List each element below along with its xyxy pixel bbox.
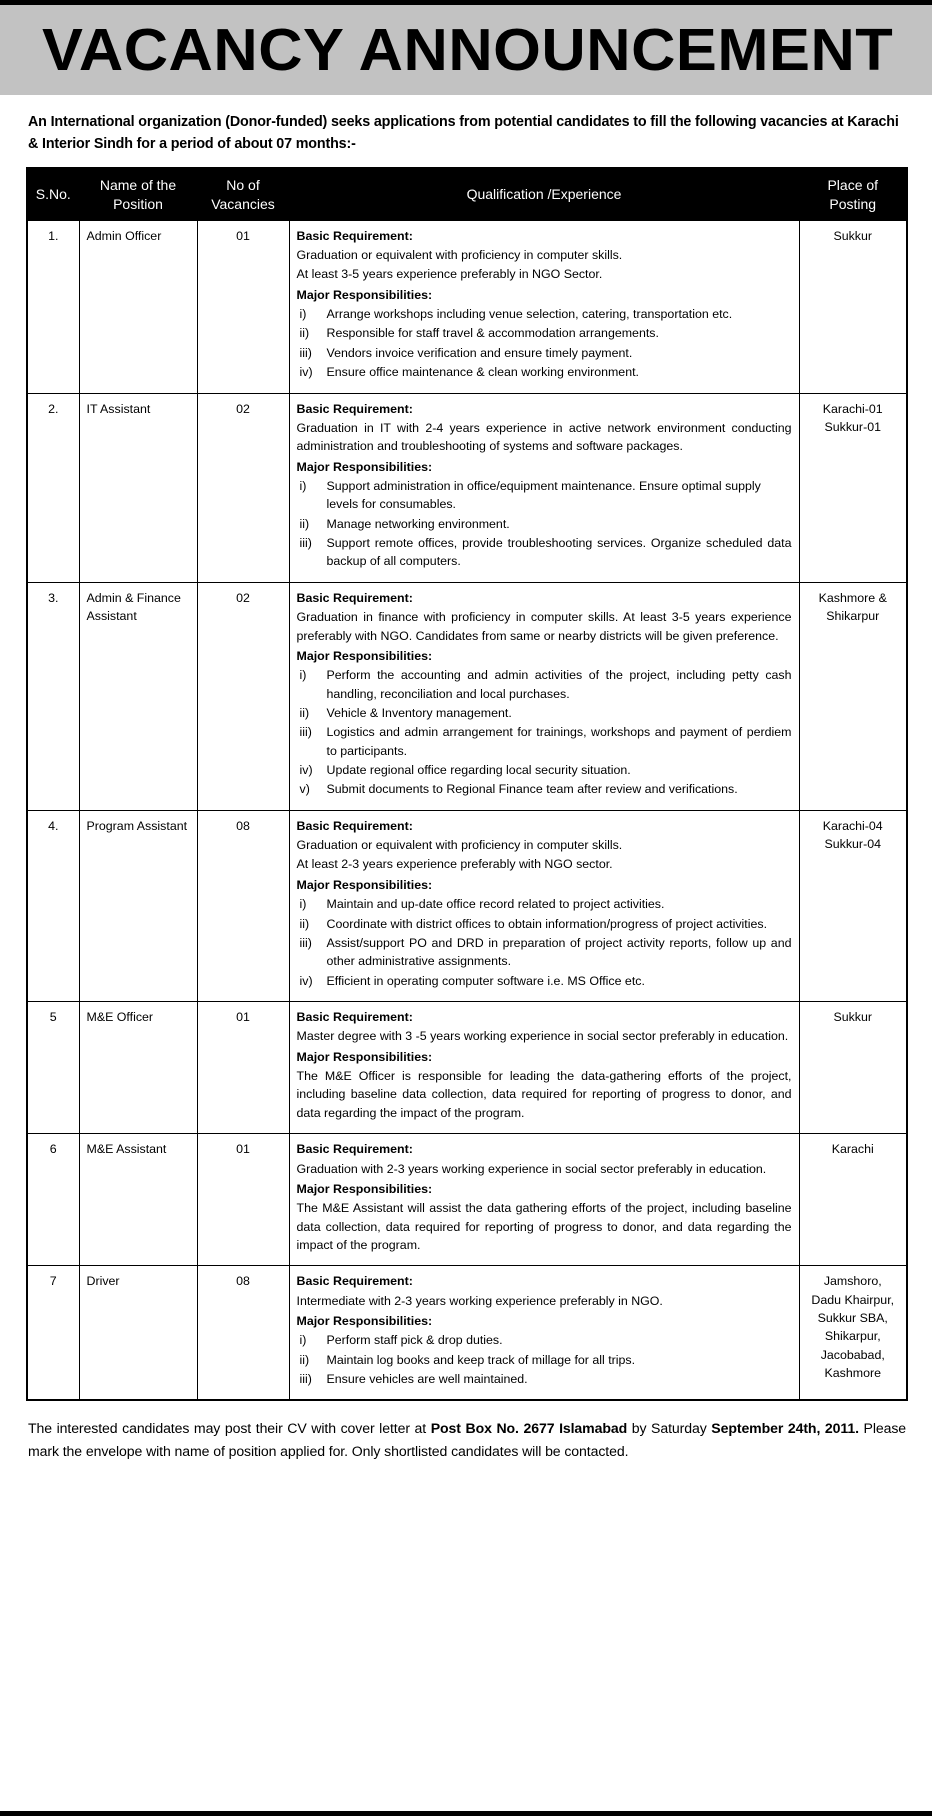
table-body xyxy=(27,220,907,1400)
list-item-marker: iii) xyxy=(299,935,312,950)
basic-requirement-text: Graduation or equivalent with proficiency in computer skills. xyxy=(296,838,623,853)
column-header-vacancies: No of Vacancies xyxy=(197,168,289,220)
table-row xyxy=(27,1266,907,1401)
list-item xyxy=(297,1351,792,1369)
list-item xyxy=(297,780,792,798)
list-item xyxy=(297,934,792,971)
cell-vacancies: 08 xyxy=(197,1266,289,1401)
basic-requirement-text: Graduation in IT with 2-4 years experience in active network environment conducting administration and troubleshooting of systems and software packages. xyxy=(296,420,792,454)
major-responsibilities-label: Major Responsibilities: xyxy=(296,1049,433,1064)
list-item-marker: i) xyxy=(299,307,307,322)
cell-place-of-posting: Sukkur xyxy=(799,220,907,393)
footer-postbox-address: Post Box No. 2677 Islamabad xyxy=(430,1420,628,1437)
list-item-marker: ii) xyxy=(299,516,310,531)
table-row xyxy=(27,582,907,810)
major-responsibilities-label: Major Responsibilities: xyxy=(296,877,433,892)
responsibilities-list xyxy=(297,895,792,990)
list-item-marker: ii) xyxy=(299,1352,310,1367)
list-item-marker: iii) xyxy=(299,725,312,740)
list-item-text: Maintain and up-date office record related to project activities. xyxy=(326,897,665,912)
list-item-marker: iv) xyxy=(299,973,313,988)
list-item-marker: iii) xyxy=(299,345,312,360)
list-item xyxy=(297,895,792,913)
basic-requirement-label: Basic Requirement: xyxy=(296,1274,413,1289)
cell-position: Program Assistant xyxy=(79,810,197,1001)
basic-requirement-text: Graduation with 2-3 years working experience in social sector preferably in education. xyxy=(296,1161,767,1176)
cell-vacancies: 02 xyxy=(197,582,289,810)
list-item-text: Vehicle & Inventory management. xyxy=(326,705,512,720)
list-item-marker: ii) xyxy=(299,916,310,931)
list-item-text: Logistics and admin arrangement for trainings, workshops and payment of perdiem to participants. xyxy=(326,725,792,758)
list-item-text: Manage networking environment. xyxy=(326,516,510,531)
list-item xyxy=(297,515,792,533)
footer-text-part2: by Saturday xyxy=(627,1420,712,1437)
responsibilities-list xyxy=(297,1331,792,1388)
major-responsibilities-label: Major Responsibilities: xyxy=(296,287,433,302)
footer-instructions xyxy=(0,1401,932,1474)
footer-text-part3: Please mark the envelope with name of position applied for. Only shortlisted candidates will be contacted. xyxy=(28,1420,907,1459)
table-row xyxy=(27,810,907,1001)
cell-position: Admin Officer xyxy=(79,220,197,393)
major-responsibilities-label: Major Responsibilities: xyxy=(296,1314,433,1329)
footer-text-part1: The interested candidates may post their CV with cover letter at xyxy=(28,1420,431,1437)
column-header-place: Place of Posting xyxy=(799,168,907,220)
basic-requirement-text: Intermediate with 2-3 years working experience preferably in NGO. xyxy=(296,1293,663,1308)
list-item xyxy=(297,1370,792,1388)
responsibilities-list xyxy=(297,666,792,799)
cell-sno: 3. xyxy=(27,582,79,810)
list-item-marker: iv) xyxy=(299,365,313,380)
cell-vacancies: 01 xyxy=(197,1001,289,1133)
list-item-text: Support administration in office/equipment maintenance. Ensure optimal supply levels for consumables. xyxy=(326,479,761,512)
list-item-text: Efficient in operating computer software i.e. MS Office etc. xyxy=(326,973,645,988)
basic-requirement-label: Basic Requirement: xyxy=(296,818,413,833)
basic-requirement-label: Basic Requirement: xyxy=(296,401,413,416)
list-item-marker: i) xyxy=(299,1333,307,1348)
cell-position: IT Assistant xyxy=(79,393,197,582)
cell-sno: 4. xyxy=(27,810,79,1001)
list-item-text: Submit documents to Regional Finance team after review and verifications. xyxy=(326,782,738,797)
list-item-text: Coordinate with district offices to obtain information/progress of project activities. xyxy=(326,916,768,931)
list-item-text: Perform staff pick & drop duties. xyxy=(326,1333,503,1348)
column-header-sno: S.No. xyxy=(27,168,79,220)
cell-sno: 1. xyxy=(27,220,79,393)
list-item xyxy=(297,761,792,779)
list-item xyxy=(297,363,792,381)
list-item-marker: i) xyxy=(299,897,307,912)
cell-qualification xyxy=(289,220,799,393)
cell-place-of-posting: Kashmore & Shikarpur xyxy=(799,582,907,810)
cell-qualification xyxy=(289,1001,799,1133)
cell-place-of-posting: Sukkur xyxy=(799,1001,907,1133)
table-header-row xyxy=(27,168,907,220)
list-item xyxy=(297,972,792,990)
page-title: VACANCY ANNOUNCEMENT xyxy=(42,16,894,83)
basic-requirement-text: Graduation in finance with proficiency in computer skills. At least 3-5 years experience preferably with NGO. Candidates from same or nearby districts will be given preference. xyxy=(296,610,792,643)
cell-qualification xyxy=(289,582,799,810)
cell-position: M&E Assistant xyxy=(79,1134,197,1266)
cell-qualification xyxy=(289,1134,799,1266)
list-item xyxy=(297,1331,792,1349)
list-item-text: Perform the accounting and admin activities of the project, including petty cash handling, reconciliation and local purchases. xyxy=(326,668,792,701)
column-header-position: Name of the Position xyxy=(79,168,197,220)
basic-requirement-label: Basic Requirement: xyxy=(296,1142,413,1157)
basic-requirement-text: At least 3-5 years experience preferably in NGO Sector. xyxy=(296,267,603,282)
cell-place-of-posting: Karachi xyxy=(799,1134,907,1266)
list-item-marker: i) xyxy=(299,479,307,493)
vacancy-table xyxy=(26,167,908,1401)
cell-vacancies: 02 xyxy=(197,393,289,582)
cell-sno: 5 xyxy=(27,1001,79,1133)
cell-sno: 6 xyxy=(27,1134,79,1266)
list-item xyxy=(297,915,792,933)
major-responsibilities-label: Major Responsibilities: xyxy=(296,459,433,474)
footer-deadline-date: September 24th, 2011. xyxy=(711,1420,859,1437)
list-item-marker: ii) xyxy=(299,326,310,341)
list-item xyxy=(297,324,792,342)
list-item xyxy=(297,534,792,571)
cell-place-of-posting: Karachi-04 Sukkur-04 xyxy=(799,810,907,1001)
vacancy-table-wrapper xyxy=(0,167,932,1401)
column-header-qualification: Qualification /Experience xyxy=(289,168,799,220)
cell-place-of-posting: Jamshoro, Dadu Khairpur, Sukkur SBA, Shikarpur, Jacobabad, Kashmore xyxy=(799,1266,907,1401)
table-header xyxy=(27,168,907,220)
list-item-text: Assist/support PO and DRD in preparation of project activity reports, follow up and other administrative assignments. xyxy=(326,935,792,969)
cell-position: M&E Officer xyxy=(79,1001,197,1133)
intro-paragraph: An International organization (Donor-funded) seeks applications from potential candidates to fill the following vacancies at Karachi & Interior Sindh for a period of about 07 months:- xyxy=(28,114,899,153)
basic-requirement-label: Basic Requirement: xyxy=(296,1009,413,1024)
cell-position: Admin & Finance Assistant xyxy=(79,582,197,810)
list-item-marker: i) xyxy=(299,668,307,683)
cell-sno: 2. xyxy=(27,393,79,582)
list-item-marker: iii) xyxy=(299,1372,312,1387)
responsibilities-paragraph: The M&E Officer is responsible for leading the data-gathering efforts of the project, including baseline data collection, data required for reporting of progress to donor, and data regarding the impact of the program. xyxy=(296,1069,792,1120)
table-row xyxy=(27,1001,907,1133)
list-item-text: Ensure office maintenance & clean working environment. xyxy=(326,365,639,380)
basic-requirement-text: At least 2-3 years experience preferably with NGO sector. xyxy=(296,857,613,872)
list-item-text: Support remote offices, provide troubleshooting services. Organize scheduled data backup of all computers. xyxy=(326,536,792,569)
basic-requirement-label: Basic Requirement: xyxy=(296,228,413,243)
cell-vacancies: 01 xyxy=(197,1134,289,1266)
table-row xyxy=(27,220,907,393)
table-row xyxy=(27,393,907,582)
cell-vacancies: 08 xyxy=(197,810,289,1001)
basic-requirement-label: Basic Requirement: xyxy=(296,590,413,605)
cell-sno: 7 xyxy=(27,1266,79,1401)
list-item-marker: ii) xyxy=(299,705,310,720)
list-item-text: Ensure vehicles are well maintained. xyxy=(326,1372,528,1387)
list-item-marker: iii) xyxy=(299,536,312,551)
cell-vacancies: 01 xyxy=(197,220,289,393)
responsibilities-list xyxy=(297,477,792,571)
basic-requirement-text: Graduation or equivalent with proficiency in computer skills. xyxy=(296,248,623,263)
responsibilities-list xyxy=(297,305,792,381)
cell-qualification xyxy=(289,810,799,1001)
cell-place-of-posting: Karachi-01 Sukkur-01 xyxy=(799,393,907,582)
major-responsibilities-label: Major Responsibilities: xyxy=(296,1181,433,1196)
basic-requirement-text: Master degree with 3 -5 years working experience in social sector preferably in education. xyxy=(296,1029,789,1044)
list-item xyxy=(297,704,792,722)
list-item-text: Update regional office regarding local security situation. xyxy=(326,763,631,778)
list-item-text: Responsible for staff travel & accommodation arrangements. xyxy=(326,326,659,341)
cell-qualification xyxy=(289,393,799,582)
list-item xyxy=(297,305,792,323)
list-item-marker: iv) xyxy=(299,763,313,778)
responsibilities-paragraph: The M&E Assistant will assist the data gathering efforts of the project, including baseline data collection, data required for reporting of progress to donor, and data regarding the impact of the program. xyxy=(296,1201,792,1252)
list-item xyxy=(297,723,792,760)
cell-qualification xyxy=(289,1266,799,1401)
list-item-text: Vendors invoice verification and ensure timely payment. xyxy=(326,345,633,360)
list-item xyxy=(297,477,792,514)
table-row xyxy=(27,1134,907,1266)
banner xyxy=(0,5,932,95)
list-item-text: Maintain log books and keep track of millage for all trips. xyxy=(326,1352,636,1367)
list-item xyxy=(297,666,792,703)
list-item xyxy=(297,344,792,362)
list-item-marker: v) xyxy=(299,782,310,797)
list-item-text: Arrange workshops including venue selection, catering, transportation etc. xyxy=(326,307,733,322)
cell-position: Driver xyxy=(79,1266,197,1401)
major-responsibilities-label: Major Responsibilities: xyxy=(296,648,433,663)
